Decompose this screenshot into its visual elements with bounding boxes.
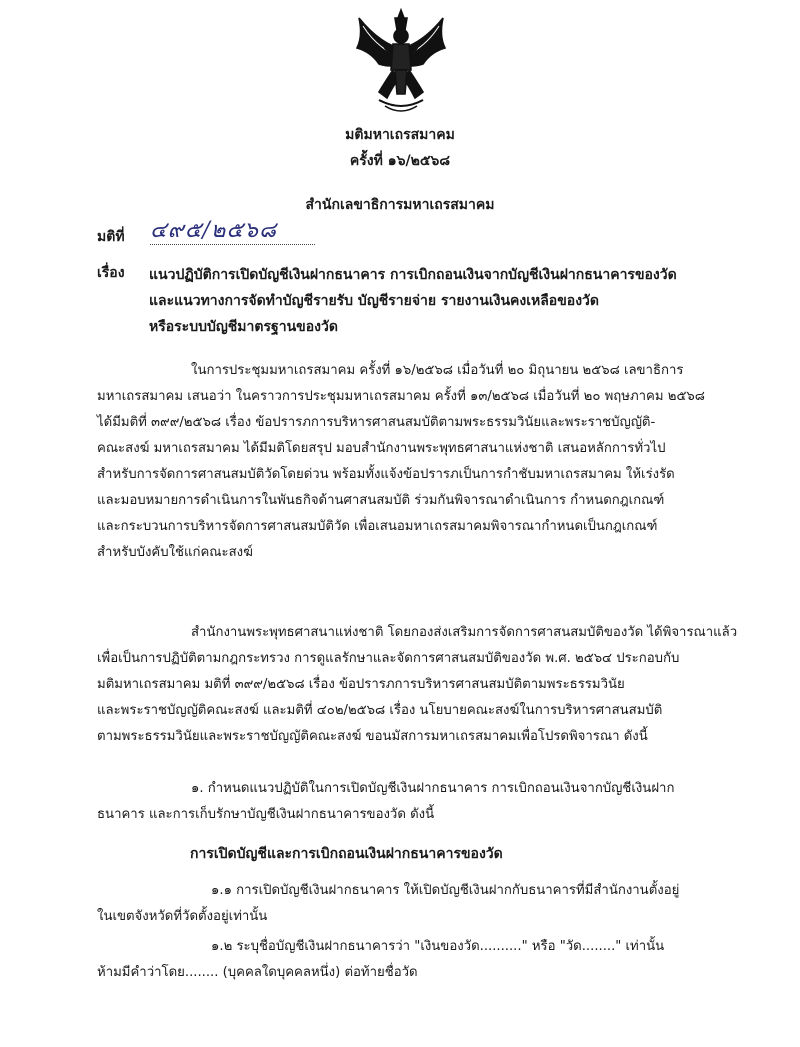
resolution-number: ๔๙๕/๒๕๖๘ — [150, 218, 315, 245]
item-1-1 — [97, 878, 709, 930]
paragraph-2 — [97, 620, 738, 750]
subject-line: และแนวทางการจัดทำบัญชีรายรับ บัญชีรายจ่าย รายงานเงินคงเหลือของวัด — [149, 293, 599, 309]
item-1-2 — [97, 934, 709, 986]
subject-label: เรื่อง — [97, 265, 125, 281]
session-number: ครั้งที่ ๑๖/๒๕๖๘ — [349, 153, 451, 169]
paragraph-line: ในเขตจังหวัดที่วัดตั้งอยู่เท่านั้น — [97, 909, 268, 924]
paragraph-line: ตามพระธรรมวินัยและพระราชบัญญัติคณะสงฆ์ ขอนมัสการมหาเถรสมาคมเพื่อโปรดพิจารณา ดังนี้ — [97, 729, 648, 744]
paragraph-line: มหาเถรสมาคม เสนอว่า ในคราวการประชุมมหาเถรสมาคม ครั้งที่ ๑๓/๒๕๖๘ เมื่อวันที่ ๒๐ พฤษภาคม ๒๕๖๘ — [97, 389, 705, 404]
subject-line: แนวปฏิบัติการเปิดบัญชีเงินฝากธนาคาร การเบิกถอนเงินจากบัญชีเงินฝากธนาคารของวัด — [149, 267, 677, 283]
garuda-emblem-icon — [349, 8, 453, 116]
paragraph-line: มติมหาเถรสมาคม มติที่ ๓๙๙/๒๕๖๘ เรื่อง ข้อปรารภการบริหารศาสนสมบัติตามพระธรรมวินัย — [97, 677, 625, 692]
paragraph-3 — [97, 776, 709, 828]
subject-text — [149, 262, 709, 340]
paragraph-line: สำหรับบังคับใช้แก่คณะสงฆ์ — [97, 545, 253, 560]
paragraph-line: ๑.๒ ระบุชื่อบัญชีเงินฝากธนาคารว่า "เงินของวัด.........." หรือ "วัด........" เท่านั้น — [211, 939, 665, 954]
paragraph-line: ห้ามมีคำว่าโดย........ (บุคคลใดบุคคลหนึ่ง) ต่อท้ายชื่อวัด — [97, 965, 418, 980]
paragraph-line: และมอบหมายการดำเนินการในพันธกิจด้านศาสนสมบัติ ร่วมกันพิจารณาดำเนินการ กำหนดกฎเกณฑ์ — [97, 493, 665, 508]
paragraph-line: ธนาคาร และการเก็บรักษาบัญชีเงินฝากธนาคารของวัด ดังนี้ — [97, 807, 435, 822]
paragraph-line: ในการประชุมมหาเถรสมาคม ครั้งที่ ๑๖/๒๕๖๘ เมื่อวันที่ ๒๐ มิถุนายน ๒๕๖๘ เลขาธิการ — [191, 363, 684, 378]
paragraph-line: ๑.๑ การเปิดบัญชีเงินฝากธนาคาร ให้เปิดบัญชีเงินฝากกับธนาคารที่มีสำนักงานตั้งอยู่ — [211, 883, 680, 898]
resolution-label: มติที่ — [97, 229, 125, 245]
office-name: สำนักเลขาธิการมหาเถรสมาคม — [305, 197, 495, 213]
paragraph-line: สำนักงานพระพุทธศาสนาแห่งชาติ โดยกองส่งเสริมการจัดการศาสนสมบัติของวัด ได้พิจารณาแล้ว — [191, 625, 738, 640]
paragraph-1 — [97, 358, 709, 566]
paragraph-line: คณะสงฆ์ มหาเถรสมาคม ได้มีมติโดยสรุป มอบสำนักงานพระพุทธศาสนาแห่งชาติ เสนอหลักการทั่วไป — [97, 441, 666, 456]
paragraph-line: และพระราชบัญญัติคณะสงฆ์ และมติที่ ๔๐๒/๒๕๖๘ เรื่อง นโยบายคณะสงฆ์ในการบริหารศาสนสมบัติ — [97, 703, 663, 718]
subject-line: หรือระบบบัญชีมาตรฐานของวัด — [149, 319, 338, 335]
paragraph-line: ๑. กำหนดแนวปฏิบัติในการเปิดบัญชีเงินฝากธนาคาร การเบิกถอนเงินจากบัญชีเงินฝาก — [191, 781, 675, 796]
paragraph-line: เพื่อเป็นการปฏิบัติตามกฎกระทรวง การดูแลรักษาและจัดการศาสนสมบัติของวัด พ.ศ. ๒๕๖๔ ประกอบกับ — [97, 651, 680, 666]
paragraph-line: สำหรับการจัดการศาสนสมบัติวัดโดยด่วน พร้อมทั้งแจ้งข้อปรารภเป็นการกำชับมหาเถรสมาคม ให้เร่งรัด — [97, 467, 675, 482]
paragraph-line: และกระบวนการบริหารจัดการศาสนสมบัติวัด เพื่อเสนอมหาเถรสมาคมพิจารณากำหนดเป็นกฎเกณฑ์ — [97, 519, 658, 534]
section-heading: การเปิดบัญชีและการเบิกถอนเงินฝากธนาคารของวัด — [190, 846, 503, 862]
paragraph-line: ได้มีมติที่ ๓๙๙/๒๕๖๘ เรื่อง ข้อปรารภการบริหารศาสนสมบัติตามพระธรรมวินัยและพระราชบัญญัติ- — [97, 415, 656, 430]
document-title: มติมหาเถรสมาคม — [345, 127, 455, 143]
